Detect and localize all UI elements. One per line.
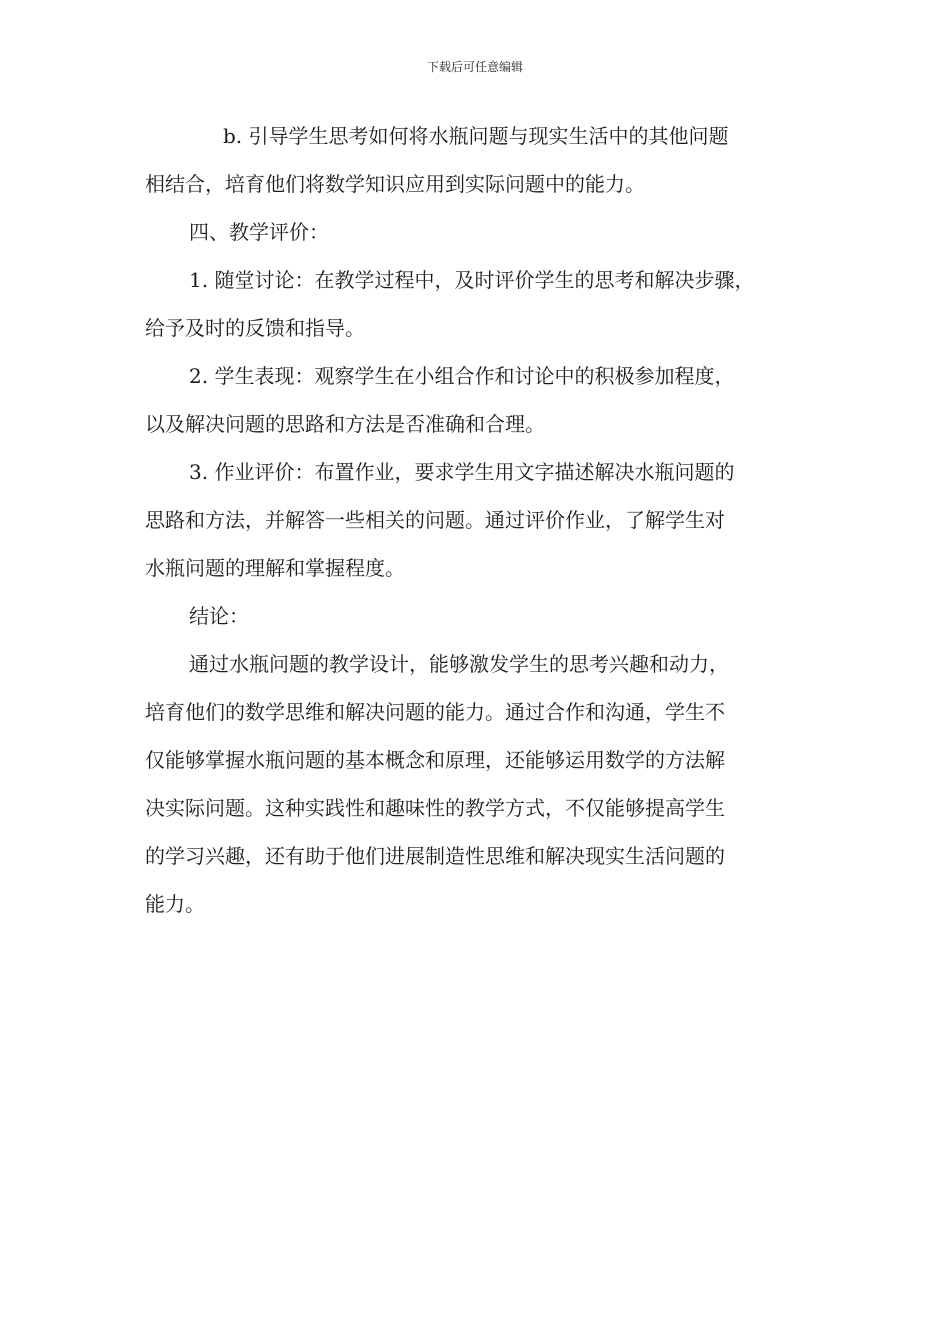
document-body — [145, 112, 810, 928]
section4-title: 四、教学评价： — [189, 220, 329, 244]
eval-item2-line2: 以及解决问题的思路和方法是否准确和合理。 — [145, 412, 545, 436]
conclusion-line1: 通过水瓶问题的教学设计，能够激发学生的思考兴趣和动力， — [189, 652, 729, 676]
item-b-line1: b. 引导学生思考如何将水瓶问题与现实生活中的其他问题 — [223, 124, 729, 148]
conclusion-line6: 能力。 — [145, 892, 205, 916]
conclusion-title: 结论： — [189, 604, 249, 628]
eval-item2-line1: 2. 学生表现：观察学生在小组合作和讨论中的积极参加程度， — [189, 364, 735, 388]
eval-item3-line1: 3. 作业评价：布置作业，要求学生用文字描述解决水瓶问题的 — [189, 460, 735, 484]
eval-item3-line2: 思路和方法，并解答一些相关的问题。通过评价作业，了解学生对 — [145, 508, 725, 532]
eval-item3-line3: 水瓶问题的理解和掌握程度。 — [145, 556, 405, 580]
page-header: 下载后可任意编辑 — [426, 60, 523, 74]
eval-item1-line2: 给予及时的反馈和指导。 — [145, 316, 365, 340]
item-b-line2: 相结合，培育他们将数学知识应用到实际问题中的能力。 — [145, 172, 645, 196]
conclusion-line2: 培育他们的数学思维和解决问题的能力。通过合作和沟通，学生不 — [145, 700, 725, 724]
conclusion-line3: 仅能够掌握水瓶问题的基本概念和原理，还能够运用数学的方法解 — [145, 748, 725, 772]
conclusion-line4: 决实际问题。这种实践性和趣味性的教学方式，不仅能够提高学生 — [145, 796, 725, 820]
eval-item1-line1: 1. 随堂讨论：在教学过程中，及时评价学生的思考和解决步骤， — [189, 268, 755, 292]
conclusion-line5: 的学习兴趣，还有助于他们进展制造性思维和解决现实生活问题的 — [145, 844, 725, 868]
